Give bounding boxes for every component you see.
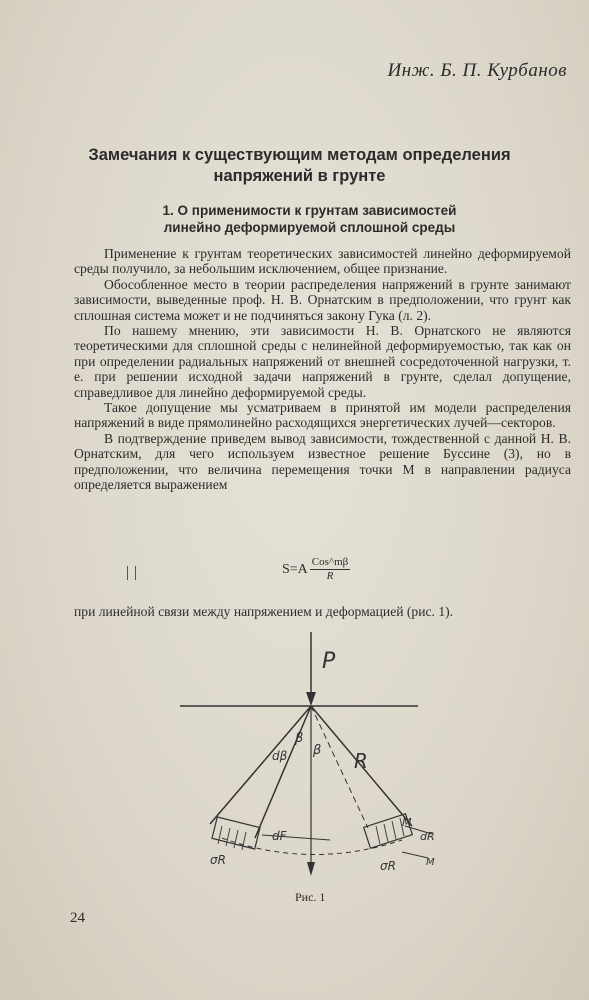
axis-arrow-head: [307, 862, 315, 876]
body-text: [74, 246, 571, 493]
formula-numerator: Cos^mβ: [311, 556, 349, 568]
left-ray-outer: [210, 706, 311, 824]
label-m-lower: M: [426, 857, 435, 868]
formula: [282, 556, 350, 583]
label-m-upper: M: [402, 816, 412, 829]
formula-lhs: S=A: [282, 561, 308, 577]
label-r: R: [354, 749, 368, 773]
formula-fraction: [310, 556, 350, 583]
section-heading: [100, 202, 519, 236]
stress-sector-diagram: [180, 630, 450, 890]
left-stress-block: [212, 817, 260, 849]
label-beta-2: β: [313, 743, 322, 758]
paragraph: Обособленное место в теории распределения напряжений в грунте занимают зависимости, выведенные проф. Н. В. Орнатским в предположении, что грунт как сплошная система может и не подчиняться закону Гука (л. 2).: [74, 276, 571, 323]
after-formula-text: при линейной связи между напряжением и деформацией (рис. 1).: [74, 604, 454, 619]
label-sigma-left: σR: [210, 853, 226, 867]
paragraph: В подтверждение приведем вывод зависимости, тождественной с данной Н. В. Орнатским, для чего используем известное решение Буссине (3), но в предположении, что величина перемещения точки М в направлении радиуса определяется выражением: [74, 430, 571, 493]
figure-caption: Рис. 1: [295, 890, 326, 904]
section-line-1: 1. О применимости к грунтам зависимостей: [162, 203, 457, 218]
section-line-2: линейно деформируемой сплошной среды: [163, 220, 456, 235]
page-number: 24: [70, 910, 85, 926]
margin-mark: [127, 566, 136, 580]
figure-diagram: [180, 630, 450, 890]
label-df: dF: [272, 829, 287, 843]
paragraph: Такое допущение мы усматриваем в принятой им модели распределения напряжений в виде прямолинейно расходящихся энергетических лучей—секторов.: [74, 400, 571, 431]
title-line-1: Замечания к существующим методам определения: [88, 146, 511, 164]
load-arrow-head: [306, 692, 316, 706]
formula-denominator: R: [326, 570, 334, 582]
label-beta-1: β: [295, 731, 304, 746]
label-p: P: [322, 649, 336, 674]
label-dbeta: dβ: [272, 749, 288, 763]
article-title: [60, 145, 539, 187]
author-name: Инж. Б. П. Курбанов: [387, 60, 567, 81]
m-line-lower: [402, 852, 428, 858]
left-ray-inner: [255, 706, 311, 838]
label-sigma-right: σR: [380, 859, 396, 873]
paragraph: По нашему мнению, эти зависимости Н. В. Орнатского не являются теоретическими для сплошной среды с нелинейной деформируемостью, так как он при определении радиальных напряжений от внешней сосредоточенной нагрузки, т. е. при решении исходной задачи напряжений в грунте, сделал допущение, справедливое для линейно деформируемой среды.: [74, 323, 571, 400]
paragraph: Применение к грунтам теоретических зависимостей линейно деформируемой среды получило, за небольшим исключением, общее признание.: [74, 246, 571, 277]
label-dr: dR: [420, 830, 435, 843]
title-line-2: напряжений в грунте: [213, 167, 386, 185]
